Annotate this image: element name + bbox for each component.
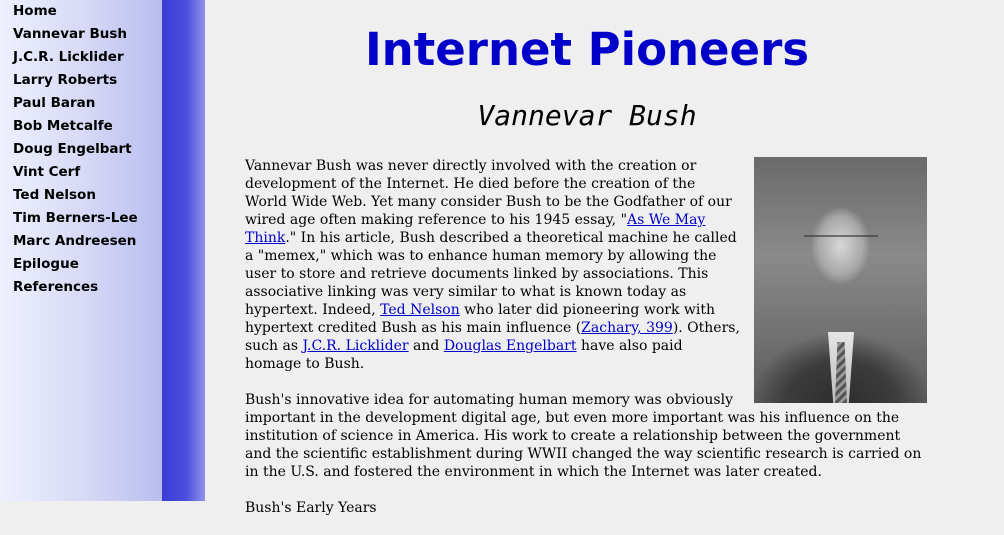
biography-text [245, 157, 929, 535]
nav-link-tim-berners-lee[interactable]: Tim Berners-Lee [13, 210, 138, 226]
nav-item-home [13, 0, 138, 23]
nav-link-bob-metcalfe[interactable]: Bob Metcalfe [13, 118, 113, 134]
link-ted-nelson[interactable]: Ted Nelson [380, 302, 460, 318]
nav-item-epilogue [13, 253, 138, 276]
paragraph-2: Bush's innovative idea for automating human memory was obviously important in the development digital age, but even more important was his influence on the institution of science in America. His work to create a relationship between the government and the scientific establishment during WWII changed the way scientific research is carried on in the U.S. and fostered the environment in which the Internet was later created. [245, 392, 922, 480]
nav-link-home[interactable]: Home [13, 3, 57, 19]
link-as-we-may-think[interactable]: As We May Think [245, 212, 706, 246]
nav-item-bob-metcalfe [13, 115, 138, 138]
nav-item-marc-andreesen [13, 230, 138, 253]
nav-link-marc-andreesen[interactable]: Marc Andreesen [13, 233, 137, 249]
nav-link-references[interactable]: References [13, 279, 99, 295]
main-content [245, 0, 929, 516]
paragraph-3-early-years: Bush's Early Years [245, 500, 377, 516]
nav-item-paul-baran [13, 92, 138, 115]
nav-link-doug-engelbart[interactable]: Doug Engelbart [13, 141, 132, 157]
nav-link-vint-cerf[interactable]: Vint Cerf [13, 164, 81, 180]
nav-menu [13, 0, 138, 299]
link-douglas-engelbart[interactable]: Douglas Engelbart [443, 338, 577, 354]
page-heading: Vannevar Bush [477, 99, 697, 132]
nav-item-larry-roberts [13, 69, 138, 92]
nav-item-doug-engelbart [13, 138, 138, 161]
nav-item-ted-nelson [13, 184, 138, 207]
nav-link-ted-nelson[interactable]: Ted Nelson [13, 187, 96, 203]
nav-link-licklider[interactable]: J.C.R. Licklider [13, 49, 124, 65]
nav-item-vannevar-bush [13, 23, 138, 46]
paragraph-1: Vannevar Bush was never directly involved with the creation or development of the Internet. He died before the creation of the World Wide Web. Yet many consider Bush to be the Godfather of our wired age often making reference to his 1945 essay, "As We May Think." In his article, Bush described a theoretical machine he called a "memex," which was to enhance human memory by allowing the user to store and retrieve documents linked by associations. This associative linking was very similar to what is known today as hypertext. Indeed, Ted Nelson who later did pioneering work with hypertext credited Bush as his main influence (Zachary, 399). Others, such as J.C.R. Licklider and Douglas Engelbart have also paid homage to Bush. [245, 158, 740, 372]
nav-link-epilogue[interactable]: Epilogue [13, 256, 79, 272]
sidebar [0, 0, 162, 501]
nav-item-references [13, 276, 138, 299]
link-licklider[interactable]: J.C.R. Licklider [302, 338, 409, 354]
nav-link-paul-baran[interactable]: Paul Baran [13, 95, 96, 111]
nav-item-vint-cerf [13, 161, 138, 184]
nav-item-tim-berners-lee [13, 207, 138, 230]
decorative-stripe [162, 0, 205, 501]
nav-item-licklider [13, 46, 138, 69]
nav-link-vannevar-bush[interactable]: Vannevar Bush [13, 26, 128, 42]
link-zachary-citation[interactable]: Zachary, 399 [581, 320, 673, 336]
nav-link-larry-roberts[interactable]: Larry Roberts [13, 72, 118, 88]
site-title: Internet Pioneers [364, 23, 810, 76]
